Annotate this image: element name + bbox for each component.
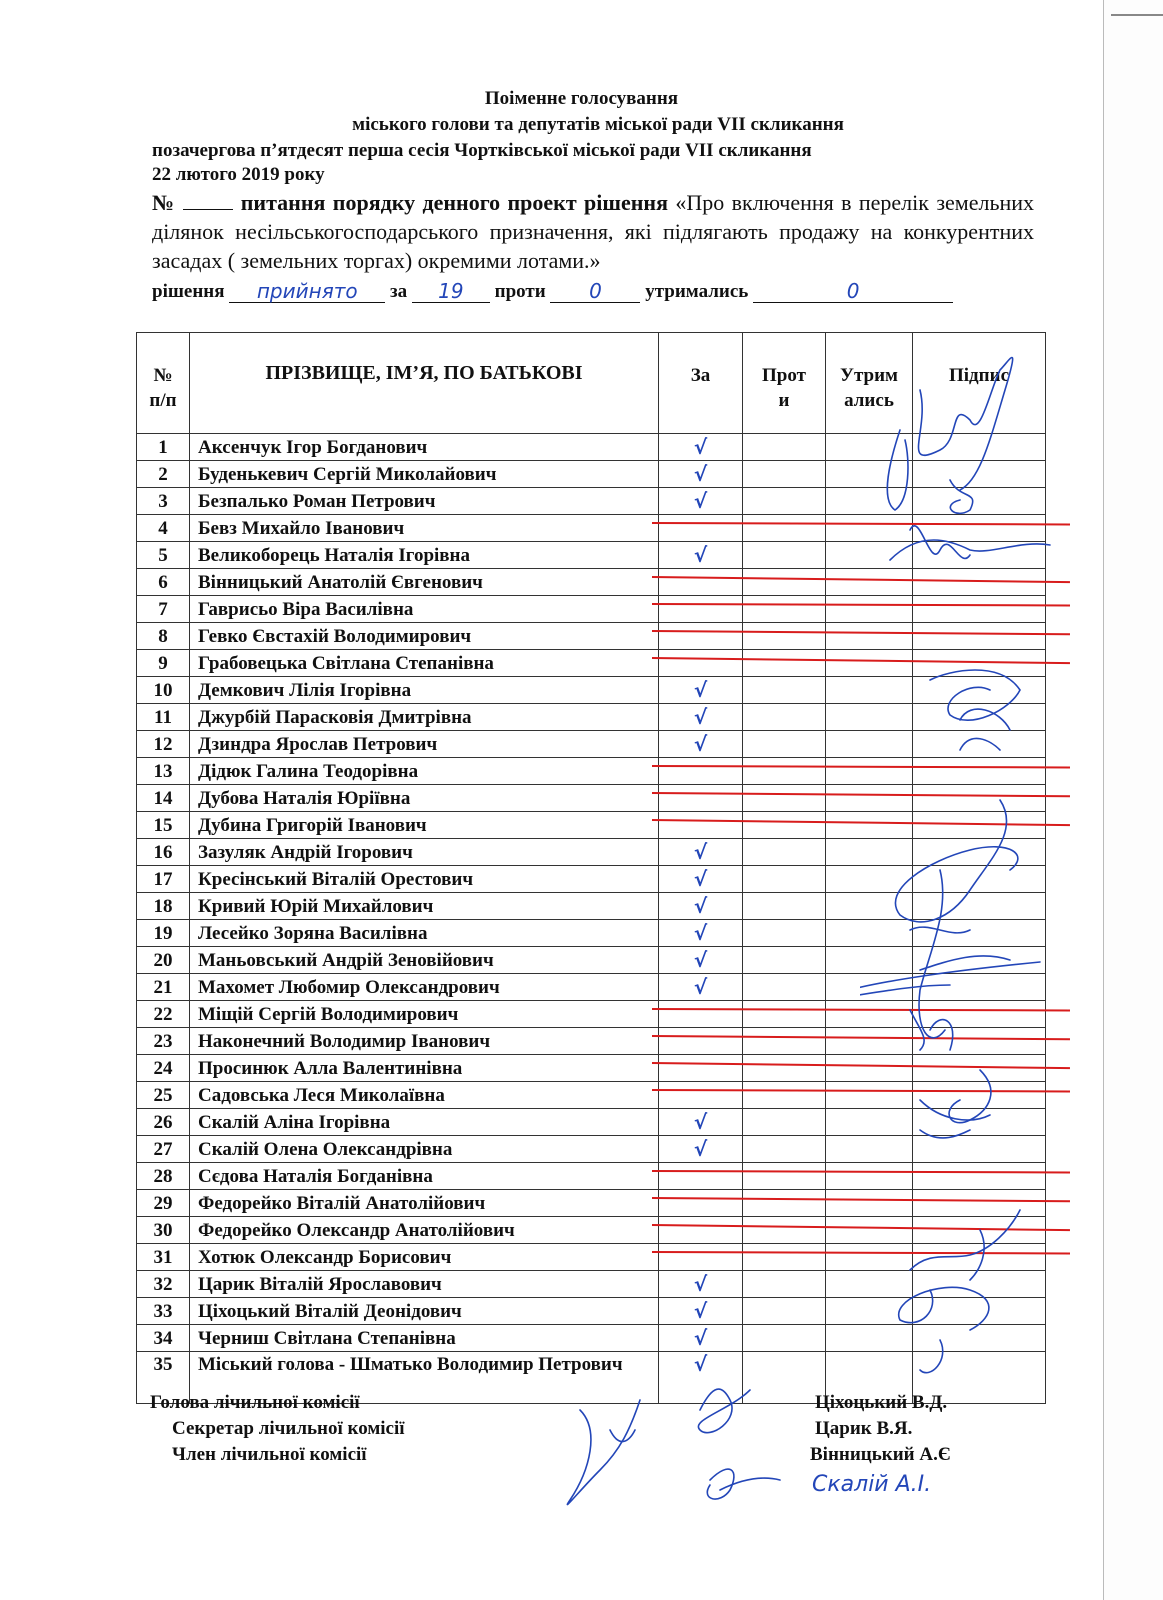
row-for-mark: [659, 650, 743, 677]
col-signature-header: Підпис: [913, 333, 1046, 434]
member-handwritten-name: Скалій А.І.: [812, 1472, 932, 1497]
against-count: 0: [550, 280, 640, 303]
row-name: Сєдова Наталія Богданівна: [190, 1163, 659, 1190]
row-for-mark: √: [659, 488, 743, 515]
row-number: 33: [137, 1298, 190, 1325]
row-for-mark: [659, 1055, 743, 1082]
row-against-mark: [743, 1298, 826, 1325]
row-name: Гаврисьо Віра Василівна: [190, 596, 659, 623]
row-for-mark: √: [659, 542, 743, 569]
row-against-mark: [743, 1163, 826, 1190]
row-number: 2: [137, 461, 190, 488]
row-for-mark: [659, 1082, 743, 1109]
row-for-mark: [659, 1190, 743, 1217]
against-label: проти: [494, 281, 546, 302]
row-number: 11: [137, 704, 190, 731]
row-number: 35: [137, 1352, 190, 1404]
row-name: Федорейко Віталій Анатолійович: [190, 1190, 659, 1217]
row-name: Великоборець Наталія Ігорівна: [190, 542, 659, 569]
row-against-mark: [743, 785, 826, 812]
row-number: 5: [137, 542, 190, 569]
row-for-mark: √: [659, 920, 743, 947]
row-against-mark: [743, 839, 826, 866]
row-name: Міський голова - Шматько Володимир Петрович: [190, 1352, 659, 1404]
row-name: Безпалько Роман Петрович: [190, 488, 659, 515]
row-name: Садовська Леся Миколаївна: [190, 1082, 659, 1109]
commission-signatures-icon: [540, 1370, 840, 1530]
row-against-mark: [743, 1028, 826, 1055]
row-against-mark: [743, 1001, 826, 1028]
row-for-mark: [659, 623, 743, 650]
row-against-mark: [743, 1325, 826, 1352]
row-name: Махомет Любомир Олександрович: [190, 974, 659, 1001]
row-number: 7: [137, 596, 190, 623]
row-against-mark: [743, 1190, 826, 1217]
row-against-mark: [743, 650, 826, 677]
row-against-mark: [743, 974, 826, 1001]
row-for-mark: [659, 515, 743, 542]
row-name: Царик Віталій Ярославович: [190, 1271, 659, 1298]
row-name: Грабовецька Світлана Степанівна: [190, 650, 659, 677]
abstain-label: утримались: [645, 281, 749, 302]
col-name-header: ПРІЗВИЩЕ, ІМ’Я, ПО БАТЬКОВІ: [190, 333, 659, 434]
col-against-header: Проти: [743, 333, 826, 434]
row-for-mark: √: [659, 1136, 743, 1163]
row-name: Вінницький Анатолій Євгенович: [190, 569, 659, 596]
row-name: Черниш Світлана Степанівна: [190, 1325, 659, 1352]
row-for-mark: √: [659, 947, 743, 974]
row-number: 6: [137, 569, 190, 596]
row-for-mark: √: [659, 731, 743, 758]
row-for-mark: [659, 758, 743, 785]
row-name: Скалій Аліна Ігорівна: [190, 1109, 659, 1136]
row-against-mark: [743, 812, 826, 839]
for-label: за: [390, 281, 408, 302]
row-number: 12: [137, 731, 190, 758]
question-text: «Про включення в перелік земельних ділянок несільськогосподарського призначення, які підлягають продажу на конкурентних засадах ( земельних торгах) окремими лотами.»: [152, 190, 1035, 273]
row-against-mark: [743, 947, 826, 974]
row-against-mark: [743, 1244, 826, 1271]
member-name: Вінницький А.Є: [810, 1444, 951, 1465]
row-name: Бевз Михайло Іванович: [190, 515, 659, 542]
row-against-mark: [743, 1217, 826, 1244]
decision-value: прийнято: [229, 280, 385, 303]
member-label: Член лічильної комісії: [172, 1444, 367, 1465]
row-number: 13: [137, 758, 190, 785]
row-number: 17: [137, 866, 190, 893]
row-against-mark: [743, 677, 826, 704]
agenda-question: [152, 188, 1034, 275]
row-against-mark: [743, 1109, 826, 1136]
chair-name: Ціхоцький В.Д.: [815, 1392, 948, 1413]
row-number: 21: [137, 974, 190, 1001]
abstain-count: 0: [753, 280, 953, 303]
row-name: Дубова Наталія Юріївна: [190, 785, 659, 812]
row-for-mark: √: [659, 1298, 743, 1325]
row-name: Ціхоцький Віталій Деонідович: [190, 1298, 659, 1325]
question-agenda-label: питання порядку денного проект рішення: [240, 190, 668, 215]
row-number: 31: [137, 1244, 190, 1271]
col-for-header: За: [659, 333, 743, 434]
row-against-mark: [743, 920, 826, 947]
row-for-mark: [659, 1001, 743, 1028]
chair-label: Голова лічильної комісії: [150, 1392, 360, 1413]
col-num-header: № п/п: [137, 333, 190, 434]
row-number: 29: [137, 1190, 190, 1217]
row-number: 15: [137, 812, 190, 839]
row-for-mark: √: [659, 974, 743, 1001]
row-name: Гевко Євстахій Володимирович: [190, 623, 659, 650]
row-number: 28: [137, 1163, 190, 1190]
row-against-mark: [743, 461, 826, 488]
for-count: 19: [412, 280, 490, 303]
row-for-mark: √: [659, 1109, 743, 1136]
row-name: Хотюк Олександр Борисович: [190, 1244, 659, 1271]
row-for-mark: √: [659, 677, 743, 704]
row-number: 3: [137, 488, 190, 515]
row-name: Дідюк Галина Теодорівна: [190, 758, 659, 785]
row-name: Міщій Сергій Володимирович: [190, 1001, 659, 1028]
row-name: Дзиндра Ярослав Петрович: [190, 731, 659, 758]
row-number: 30: [137, 1217, 190, 1244]
row-name: Кривий Юрій Михайлович: [190, 893, 659, 920]
row-for-mark: √: [659, 866, 743, 893]
row-against-mark: [743, 623, 826, 650]
row-name: Демкович Лілія Ігорівна: [190, 677, 659, 704]
row-name: Кресінський Віталій Орестович: [190, 866, 659, 893]
row-for-mark: [659, 812, 743, 839]
row-for-mark: [659, 785, 743, 812]
row-against-mark: [743, 731, 826, 758]
row-against-mark: [743, 1082, 826, 1109]
row-against-mark: [743, 596, 826, 623]
row-against-mark: [743, 515, 826, 542]
secretary-label: Секретар лічильної комісії: [172, 1418, 405, 1439]
row-against-mark: [743, 866, 826, 893]
decision-label: рішення: [152, 281, 225, 302]
row-for-mark: √: [659, 893, 743, 920]
row-for-mark: [659, 1163, 743, 1190]
row-for-mark: √: [659, 1325, 743, 1352]
row-number: 22: [137, 1001, 190, 1028]
signature-scribbles-icon: [860, 330, 1060, 1390]
date-line: 22 лютого 2019 року: [152, 164, 325, 185]
question-number-blank: [183, 191, 233, 210]
row-for-mark: √: [659, 1271, 743, 1298]
row-for-mark: [659, 1217, 743, 1244]
session-line: позачергова п’ятдесят перша сесія Чортківської міської ради VII скликання: [152, 140, 812, 161]
row-name: Федорейко Олександр Анатолійович: [190, 1217, 659, 1244]
row-name: Наконечний Володимир Іванович: [190, 1028, 659, 1055]
row-number: 26: [137, 1109, 190, 1136]
secretary-name: Царик В.Я.: [815, 1418, 913, 1439]
row-number: 24: [137, 1055, 190, 1082]
row-number: 19: [137, 920, 190, 947]
row-for-mark: [659, 596, 743, 623]
row-for-mark: √: [659, 1352, 743, 1404]
row-against-mark: [743, 488, 826, 515]
row-name: Аксенчук Ігор Богданович: [190, 434, 659, 461]
row-against-mark: [743, 1271, 826, 1298]
row-number: 8: [137, 623, 190, 650]
row-name: Маньовський Андрій Зеновійович: [190, 947, 659, 974]
row-for-mark: √: [659, 839, 743, 866]
row-for-mark: [659, 569, 743, 596]
document-title: Поіменне голосування: [484, 88, 679, 109]
row-for-mark: √: [659, 434, 743, 461]
decision-line: [152, 280, 953, 303]
question-number-label: №: [152, 190, 176, 215]
row-name: Зазуляк Андрій Ігорович: [190, 839, 659, 866]
row-number: 23: [137, 1028, 190, 1055]
row-name: Джурбій Парасковія Дмитрівна: [190, 704, 659, 731]
document-subtitle: міського голови та депутатів міської ради VII скликання: [352, 114, 844, 135]
sheet-edge: [1103, 0, 1163, 1600]
row-number: 32: [137, 1271, 190, 1298]
row-name: Дубина Григорій Іванович: [190, 812, 659, 839]
row-for-mark: [659, 1244, 743, 1271]
row-number: 1: [137, 434, 190, 461]
row-number: 9: [137, 650, 190, 677]
row-number: 27: [137, 1136, 190, 1163]
row-name: Лесейко Зоряна Василівна: [190, 920, 659, 947]
row-number: 4: [137, 515, 190, 542]
row-for-mark: [659, 1028, 743, 1055]
row-against-mark: [743, 758, 826, 785]
row-against-mark: [743, 1055, 826, 1082]
row-against-mark: [743, 542, 826, 569]
row-number: 18: [137, 893, 190, 920]
row-number: 10: [137, 677, 190, 704]
row-against-mark: [743, 704, 826, 731]
row-name: Скалій Олена Олександрівна: [190, 1136, 659, 1163]
row-number: 25: [137, 1082, 190, 1109]
row-against-mark: [743, 893, 826, 920]
row-name: Просинюк Алла Валентинівна: [190, 1055, 659, 1082]
col-abstain-header: Утримались: [826, 333, 913, 434]
row-number: 34: [137, 1325, 190, 1352]
row-number: 14: [137, 785, 190, 812]
row-number: 20: [137, 947, 190, 974]
row-for-mark: √: [659, 461, 743, 488]
sheet-edge-line: [1111, 14, 1163, 16]
row-against-mark: [743, 434, 826, 461]
row-for-mark: √: [659, 704, 743, 731]
row-against-mark: [743, 1136, 826, 1163]
row-number: 16: [137, 839, 190, 866]
row-name: Буденькевич Сергій Миколайович: [190, 461, 659, 488]
row-against-mark: [743, 569, 826, 596]
